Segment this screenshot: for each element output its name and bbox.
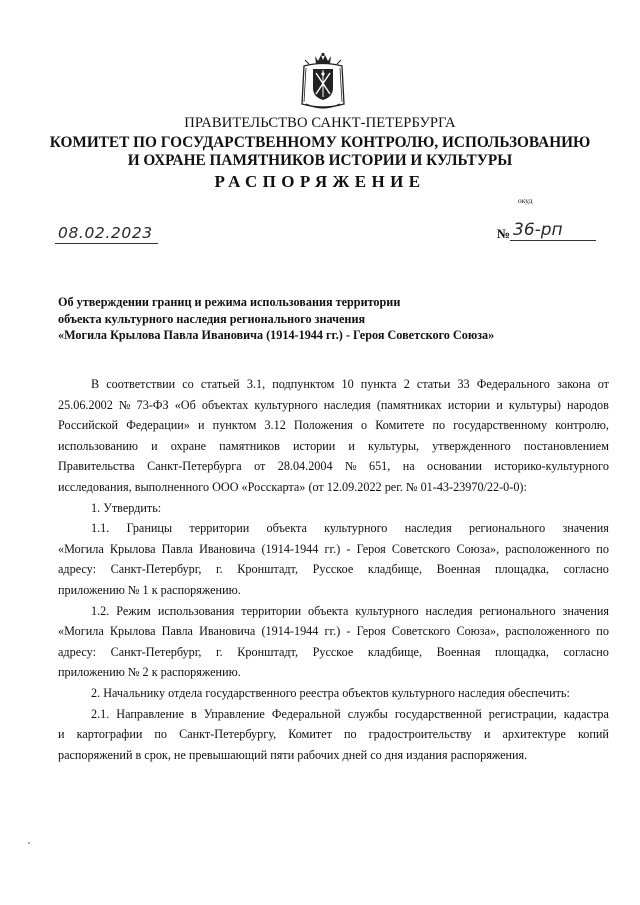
word: в [190, 706, 197, 721]
word: 10 [341, 377, 354, 391]
document-date: 08.02.2023 [58, 224, 153, 242]
word: и [198, 418, 205, 433]
word: контролю, [555, 418, 609, 433]
word: Положения [293, 418, 353, 433]
word: архитектуре [502, 727, 566, 742]
word: адресу: [58, 644, 96, 659]
word: Советского [391, 541, 451, 556]
word: г. [216, 644, 223, 659]
word: 2 [403, 377, 410, 391]
body-line [58, 395, 609, 416]
word: истории [447, 397, 491, 412]
word: согласно [563, 562, 609, 577]
word: гг.) [324, 624, 341, 639]
body-line: исследования, выполненного ООО «Росскарта» (от 12.09.2022 рег. № 01-43-23970/22-0-0): [58, 479, 527, 494]
word: объекта [266, 521, 307, 536]
word: территории [241, 603, 302, 618]
word: кладбище, [367, 644, 423, 659]
word: (1914-1944 [261, 624, 319, 639]
word: кадастра [563, 706, 609, 721]
word: 73-ФЗ [136, 397, 169, 412]
word: на [402, 459, 415, 474]
word: Советского [391, 624, 451, 639]
word: от [597, 377, 609, 391]
body-line [58, 621, 609, 642]
word: регионального [468, 521, 546, 536]
word: № [118, 397, 131, 412]
okud-label: окуд [518, 196, 533, 205]
word: пункта [360, 377, 397, 391]
word: народов [567, 397, 609, 412]
body-line: приложению № 2 к распоряжению. [58, 665, 241, 680]
word: (памятниках [376, 397, 442, 412]
word: Федерального [476, 377, 550, 391]
word: «Об [174, 397, 196, 412]
body-line [58, 724, 609, 745]
word: значения [562, 603, 609, 618]
word: Федеральной [271, 706, 341, 721]
word: по [596, 541, 609, 556]
word: и [496, 397, 503, 412]
word: Военная [436, 562, 481, 577]
committee-name-line2: И ОХРАНЕ ПАМЯТНИКОВ ИСТОРИИ И КУЛЬТУРЫ [127, 152, 513, 169]
word: объекта [308, 603, 349, 618]
word: Военная [436, 644, 481, 659]
word: «Могила [58, 624, 104, 639]
body-line [58, 374, 609, 395]
body-line [58, 518, 609, 539]
word: Санкт-Петербургу, [179, 727, 277, 742]
word: использования [157, 603, 235, 618]
document-subject [58, 294, 494, 344]
saint-petersburg-coat-of-arms-icon [300, 52, 346, 112]
word: и [151, 438, 158, 453]
word: наследия [323, 397, 371, 412]
word: Направление [116, 706, 184, 721]
word: статьей [200, 377, 240, 391]
word: 1.2. [91, 603, 110, 618]
word: статьи [416, 377, 451, 391]
word: Союза», [456, 624, 500, 639]
word: площадка, [495, 562, 549, 577]
word: территории [189, 521, 250, 536]
body-line [58, 415, 609, 436]
word: адресу: [58, 562, 96, 577]
body-line: 2. Начальнику отдела государственного реестра объектов культурного наследия обеспечить: [91, 685, 570, 700]
word: соответствии [106, 377, 176, 391]
government-name: ПРАВИТЕЛЬСТВО САНКТ-ПЕТЕРБУРГА [184, 115, 456, 131]
date-underline [55, 243, 158, 244]
subject-line: «Могила Крылова Павла Ивановича (1914-1944 гг.) - Героя Советского Союза» [58, 328, 495, 342]
word: картографии [76, 727, 143, 742]
word: и [483, 727, 491, 742]
body-line [58, 436, 609, 457]
word: Героя [356, 624, 386, 639]
word: 3.1, [246, 377, 266, 391]
word: объектах [201, 397, 249, 412]
body-line [58, 642, 609, 663]
word: государственному [453, 418, 548, 433]
word: культуры) [508, 397, 561, 412]
word: Управление [203, 706, 265, 721]
word: постановлением [523, 438, 609, 453]
word: и [348, 438, 355, 453]
word: № [344, 459, 357, 474]
committee-name-line1: КОМИТЕТ ПО ГОСУДАРСТВЕННОМУ КОНТРОЛЮ, ИСПОЛЬЗОВАНИЮ [49, 134, 591, 151]
word: памятников [219, 438, 280, 453]
word: расположенного [505, 541, 591, 556]
scan-speck [28, 842, 30, 844]
body-line [58, 704, 609, 725]
word: Границы [126, 521, 173, 536]
word: кладбище, [367, 562, 423, 577]
word: В [91, 377, 100, 391]
word: 2.1. [91, 706, 110, 721]
word: службы [347, 706, 388, 721]
word: историко-культурного [494, 459, 609, 474]
word: по [596, 624, 609, 639]
word: по [432, 418, 446, 433]
word: Русское [312, 562, 354, 577]
word: Ивановича [199, 624, 256, 639]
word: по [343, 727, 357, 742]
word: Русское [312, 644, 354, 659]
word: - [346, 541, 351, 556]
word: утвержденного [432, 438, 511, 453]
word: г. [216, 562, 223, 577]
word: Санкт-Петербург, [110, 562, 202, 577]
word: культурного [254, 397, 318, 412]
word: согласно [563, 644, 609, 659]
word: гг.) [324, 541, 341, 556]
word: по [154, 727, 168, 742]
number-prefix: № [497, 226, 511, 241]
word: Санкт-Петербург, [110, 644, 202, 659]
word: регистрации, [488, 706, 557, 721]
word: культурного [355, 603, 419, 618]
body-line [58, 539, 609, 560]
body-line: 1. Утвердить: [91, 500, 162, 515]
word: культуры, [368, 438, 420, 453]
word: Комитет [288, 727, 332, 742]
word: Кронштадт, [237, 562, 299, 577]
word: подпунктом [272, 377, 335, 391]
subject-line: Об утверждении границ и режима использования территории [58, 295, 401, 309]
word: от [254, 459, 266, 474]
word: Павла [161, 541, 193, 556]
word: истории [292, 438, 336, 453]
word: 25.06.2002 [58, 397, 113, 412]
word: - [346, 624, 351, 639]
body-line [58, 456, 609, 477]
word: копий [577, 727, 609, 742]
word: наследия [404, 521, 452, 536]
word: государственной [394, 706, 482, 721]
word: расположенного [505, 624, 591, 639]
word: пунктом [212, 418, 257, 433]
subject-line: объекта культурного наследия регионального значения [58, 311, 366, 326]
word: Режим [116, 603, 151, 618]
word: значения [562, 521, 609, 536]
word: Павла [161, 624, 193, 639]
word: Героя [356, 541, 386, 556]
word: со [182, 377, 194, 391]
word: площадка, [495, 644, 549, 659]
word: градостроительству [368, 727, 472, 742]
word: Федерации» [126, 418, 190, 433]
document-number: 36-рп [513, 220, 563, 240]
word: Российской [58, 418, 119, 433]
body-line: распоряжений в срок, не превышающий пяти рабочих дней со дня издания распоряжения. [58, 747, 528, 762]
word: регионального [479, 603, 556, 618]
word: 33 [457, 377, 470, 391]
word: и [58, 727, 65, 742]
document-type: РАСПОРЯЖЕНИЕ [214, 172, 426, 191]
number-underline [510, 240, 596, 241]
word: основании [427, 459, 483, 474]
word: Комитете [375, 418, 425, 433]
body-line: приложению № 1 к распоряжению. [58, 582, 241, 597]
word: Крылова [109, 624, 156, 639]
word: 3.12 [264, 418, 286, 433]
document-body [58, 374, 609, 765]
word: 1.1. [91, 521, 110, 536]
body-line [58, 559, 609, 580]
word: «Могила [58, 541, 104, 556]
word: о [361, 418, 368, 433]
word: охране [170, 438, 207, 453]
body-line [58, 601, 609, 622]
word: 28.04.2004 [277, 459, 333, 474]
word: использованию [58, 438, 139, 453]
word: культурного [324, 521, 388, 536]
word: закона [557, 377, 591, 391]
word: Правительства [58, 459, 135, 474]
word: (1914-1944 [261, 541, 319, 556]
word: Крылова [109, 541, 156, 556]
word: 651, [368, 459, 391, 474]
word: Ивановича [199, 541, 256, 556]
word: Санкт-Петербурга [147, 459, 242, 474]
word: Союза», [456, 541, 500, 556]
word: наследия [425, 603, 473, 618]
word: Кронштадт, [237, 644, 299, 659]
